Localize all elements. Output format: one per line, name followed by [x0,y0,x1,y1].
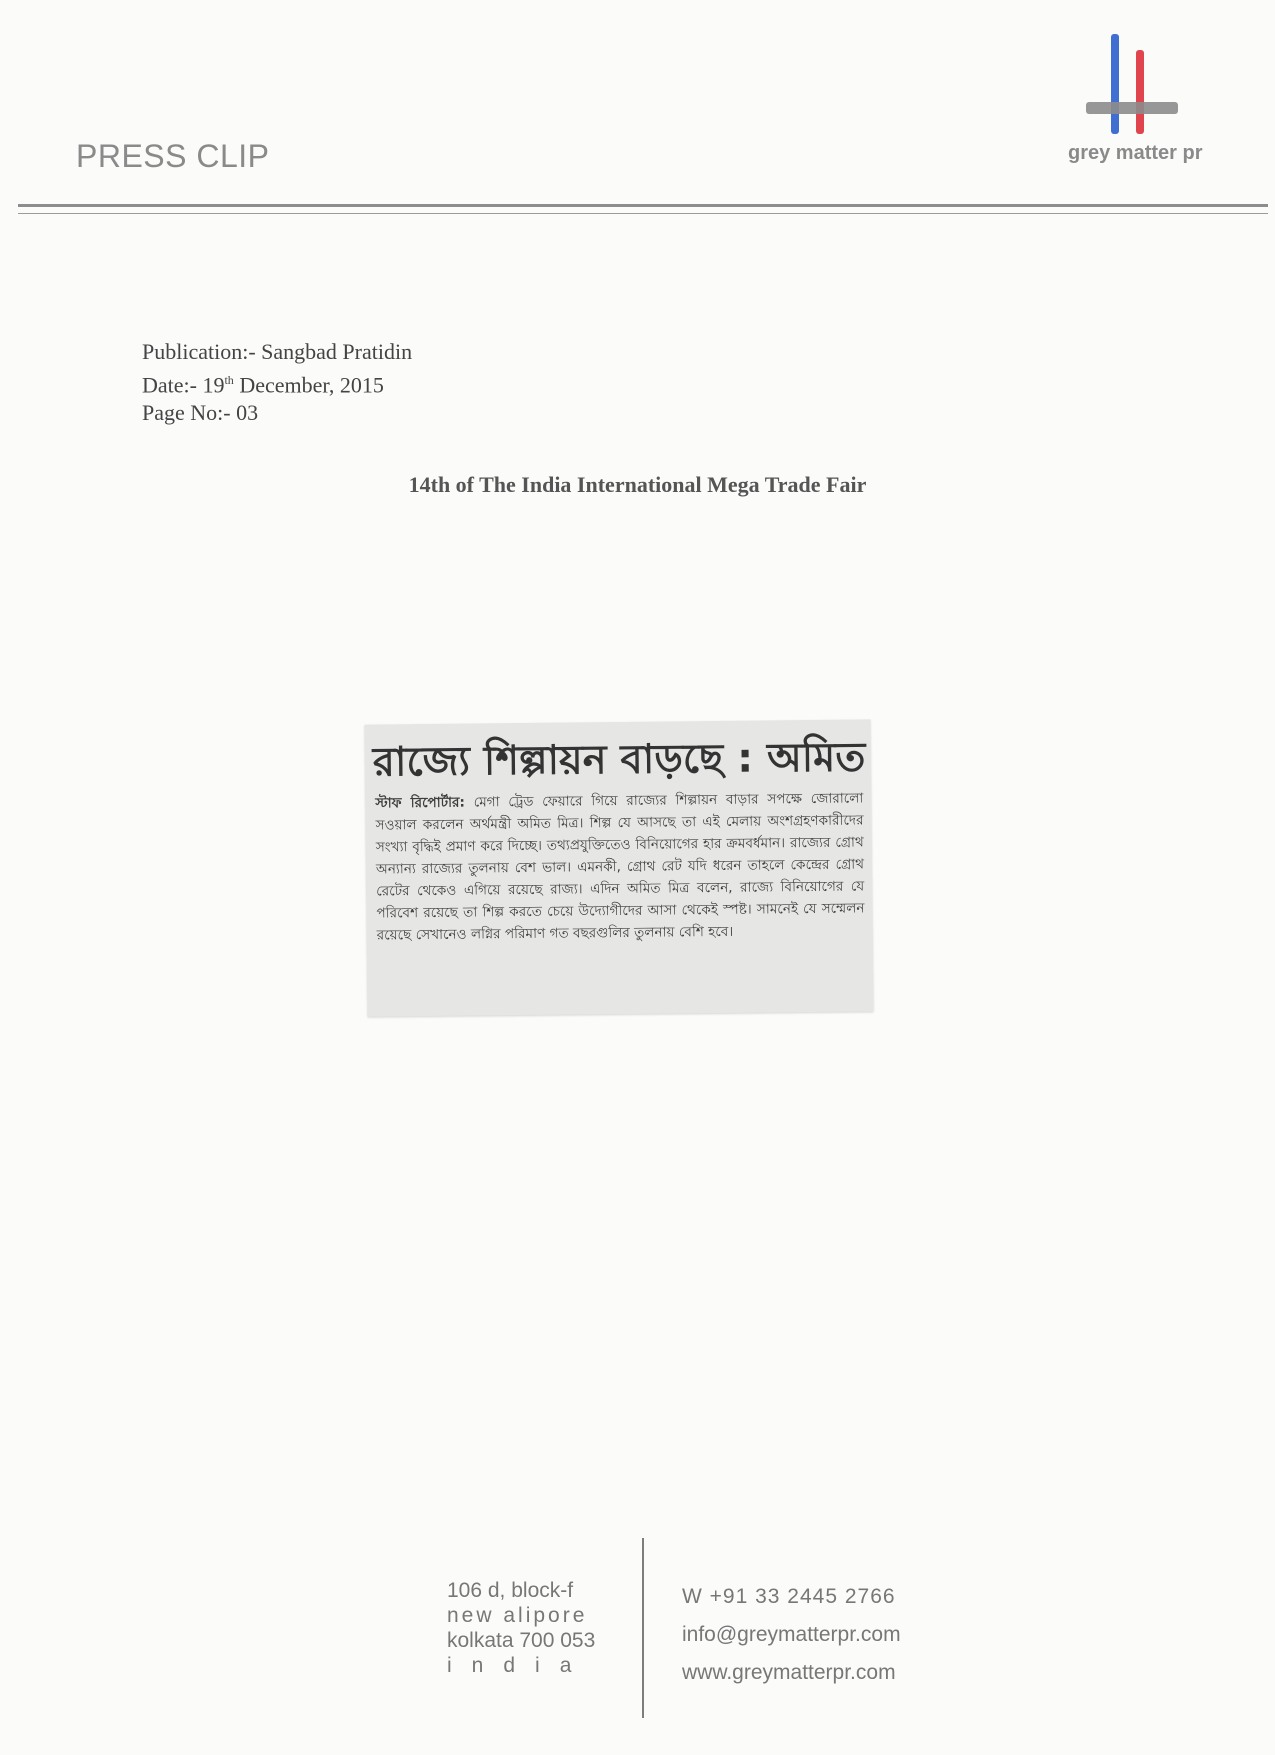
website-link[interactable]: www.greymatterpr.com [682,1661,896,1684]
page-label: Page No:- [142,400,231,426]
date-line [142,366,412,399]
publication-line [142,338,412,366]
header-rule-thin [18,213,1268,214]
clipping-headline: রাজ্যে শিল্পায়ন বাড়ছে : অমিত [372,734,866,786]
newspaper-clipping [364,719,873,1016]
clip-subject: 14th of The India International Mega Trade Fair [408,472,867,497]
logo-red-bar [1136,50,1144,134]
logo-text: grey matter pr [1068,142,1203,164]
date-day: 19 [202,372,225,398]
publication-name: Sangbad Pratidin [261,339,413,364]
footer-address [447,1578,595,1678]
page-line [142,399,412,427]
header-rule [18,204,1268,207]
address-line: kolkata 700 053 [447,1629,596,1652]
date-suffix: th [224,373,234,387]
clipping-body [375,787,865,946]
logo-grey-bar [1086,102,1178,114]
date-rest: December, 2015 [239,372,384,398]
clipping-byline: স্টাফ রিপোর্টার: [375,794,466,812]
press-clip-label: PRESS CLIP [76,138,270,174]
address-country: india [447,1654,592,1677]
footer-divider [642,1538,644,1718]
page-number: 03 [236,400,259,426]
address-line: new alipore [447,1604,588,1627]
publication-meta [142,338,412,427]
address-line: 106 d, block-f [447,1579,574,1602]
logo-blue-bar [1111,34,1119,134]
clipping-text: মেগা ট্রেড ফেয়ারে গিয়ে রাজ্যের শিল্পায়ন বাড়ার সপক্ষে জোরালো সওয়াল করলেন অর্থমন্ত্রী অমিত মিত্র। শিল্প যে আসছে তা এই মেলায় অংশগ্রহণকারীদের সংখ্যা বৃদ্ধিই প্রমাণ করে দিচ্ছে। তথ্যপ্রযুক্তিতেও বিনিয়োগের হার ক্রমবর্ধমান। রাজ্যের গ্রোথ অন্যান্য রাজ্যের তুলনায় বেশ ভাল। এমনকী, গ্রোথ রেট যদি ধরেন তাহলে কেন্দ্রের গ্রোথ রেটের থেকেও এগিয়ে রয়েছে রাজ্য। এদিন অমিত মিত্র বলেন, রাজ্যে বিনিয়োগের যে পরিবেশ রয়েছে তা শিল্প করতে চেয়ে উদ্যোগীদের আসা থেকেই স্পষ্ট। সামনেই যে সম্মেলন রয়েছে সেখানেও লগ্নির পরিমাণ গত বছরগুলির তুলনায় বেশি হবে। [375,790,865,944]
date-label: Date:- [142,372,197,398]
phone-number: W +91 33 2445 2766 [682,1585,896,1608]
footer-contact [682,1578,901,1692]
email-link[interactable]: info@greymatterpr.com [682,1623,901,1646]
publication-label: Publication:- [142,339,256,364]
